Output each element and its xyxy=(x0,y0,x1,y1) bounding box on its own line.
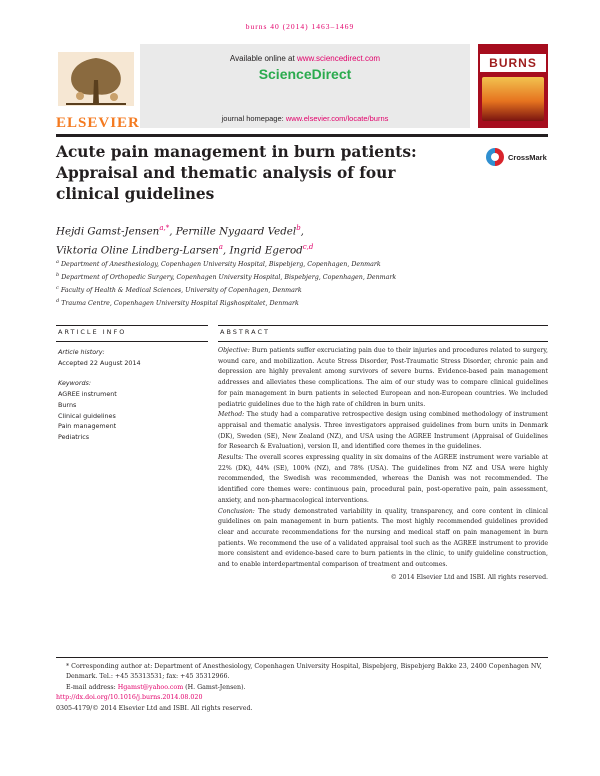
footnotes xyxy=(56,662,548,714)
accepted-date: Accepted 22 August 2014 xyxy=(58,358,141,367)
info-rule-top xyxy=(56,325,208,326)
author-name: Pernille Nygaard Vedel xyxy=(175,225,297,238)
info-rule-bottom xyxy=(56,341,208,342)
publisher-name: ELSEVIER xyxy=(56,115,140,131)
author-affil-marker: a,* xyxy=(159,224,170,232)
keyword: Pediatrics xyxy=(58,432,90,441)
sciencedirect-logo: ScienceDirect xyxy=(258,66,352,82)
email-note xyxy=(56,683,548,693)
affiliation-text: Faculty of Health & Medical Sciences, University of Copenhagen, Denmark xyxy=(60,287,302,295)
abstract-label: Conclusion: xyxy=(218,507,255,515)
author-separator: , xyxy=(300,225,304,238)
abstract-heading: ABSTRACT xyxy=(220,328,270,336)
author-name: Viktoria Oline Lindberg-Larsen xyxy=(56,244,219,257)
affiliation xyxy=(56,270,546,283)
corresponding-author-note: * Corresponding author at: Department of Anesthesiology, Copenhagen University Hospital, Bispebjerg, Bispebjerg Bakke 23, 2400 Copenhagen NV, Denmark. Tel.: +45 35313531; fax: +45 35312966. xyxy=(66,663,542,681)
keywords-label: Keywords: xyxy=(58,379,91,388)
affiliation-text: Department of Anesthesiology, Copenhagen University Hospital, Bispebjerg, Copenhagen, Denmark xyxy=(61,261,381,269)
cover-image xyxy=(482,77,544,121)
homepage-prefix: journal homepage: xyxy=(221,114,286,123)
crossmark-label: CrossMark xyxy=(508,152,547,162)
abstract-rule-top xyxy=(218,325,548,326)
elsevier-tree-icon xyxy=(56,50,136,108)
author-line-2 xyxy=(56,239,486,258)
author-affil-marker: c,d xyxy=(302,243,314,252)
abstract-label: Results: xyxy=(218,454,244,462)
abstract-method xyxy=(218,410,548,453)
journal-homepage xyxy=(140,114,470,123)
doi-link[interactable]: http://dx.doi.org/10.1016/j.burns.2014.08.020 xyxy=(56,694,203,702)
author-affil-marker: b xyxy=(296,224,301,232)
abstract-rule-bottom xyxy=(218,341,548,342)
crossmark-badge[interactable] xyxy=(486,147,550,167)
abstract-text: The study demonstrated variability in quality, transparency, and core content in clinical guidelines on pain management in burn patients. The most highly recommended guidelines provided clear and accurate recommendations for the nursing and medical staff on pain management in burn patients. We recommend the use of a validated appraisal tool such as the AGREE instrument to provide more consistent and evidence-based care to burn patients in the clinic, to unify guideline construction, and to enable interdepartmental comparison of treatment and outcomes. xyxy=(218,507,548,569)
issn-line: 0305-4179/© 2014 Elsevier Ltd and ISBI. All rights reserved. xyxy=(56,704,253,712)
article-info-heading: ARTICLE INFO xyxy=(58,328,127,336)
affiliation-text: Trauma Centre, Copenhagen University Hospital Rigshospitalet, Denmark xyxy=(61,300,299,308)
keyword: AGREE instrument xyxy=(58,390,117,399)
keyword: Clinical guidelines xyxy=(58,411,116,420)
abstract-objective xyxy=(218,346,548,410)
author-name: Ingrid Egerod xyxy=(229,244,303,257)
copyright-notice: © 2014 Elsevier Ltd and ISBI. All rights reserved. xyxy=(390,573,548,581)
abstract-label: Objective: xyxy=(218,347,250,354)
author-separator: , xyxy=(169,225,176,238)
abstract-body xyxy=(218,346,548,583)
keyword: Burns xyxy=(58,400,77,409)
affiliation xyxy=(56,257,546,270)
author-affil-marker: a xyxy=(218,243,223,252)
author-line-1 xyxy=(56,220,486,239)
affiliation-marker: a xyxy=(56,259,59,265)
keyword: Pain management xyxy=(58,422,117,431)
abstract-text: The overall scores expressing quality in six domains of the AGREE instrument were variable at 22% (DK), 44% (SE), 100% (NZ), and 78% (USA). The guidelines from NZ and USA were highly recommended, the Swedish was recommended, whereas the Danish was not recommended. The identified core themes were: continuous pain, procedural pain, post-operative pain, pain assessment, anxiety, and non-pharmacological interventions. xyxy=(218,454,549,504)
abstract-results xyxy=(218,453,548,507)
affiliations xyxy=(56,257,546,309)
footnote-divider xyxy=(56,657,548,658)
elsevier-logo xyxy=(56,50,140,131)
sciencedirect-link[interactable]: www.sciencedirect.com xyxy=(296,54,381,63)
affiliation xyxy=(56,283,546,296)
affiliation xyxy=(56,296,546,309)
article-info xyxy=(58,347,208,443)
history-label: Article history: xyxy=(58,348,105,356)
author-separator: , xyxy=(222,244,230,257)
abstract-text: The study had a comparative retrospective design using combined methodology of instrument appraisal and thematic analysis. Three investigators appraised guidelines from burn units in Denmark (DK), Sweden (SE), New Zealand (NZ), and USA using the AGREE Instrument (Appraisal of Guidelines for Research & Evaluation), version II, and identified core themes in the guidelines. xyxy=(218,411,549,451)
abstract-conclusion xyxy=(218,507,548,571)
crossmark-icon xyxy=(486,148,504,166)
email-link[interactable]: Hgamst@yahoo.com xyxy=(117,683,184,691)
journal-cover xyxy=(478,44,548,128)
cover-title: BURNS xyxy=(480,54,546,72)
article-title: Acute pain management in burn patients: Appraisal and thematic analysis of four clinical guidelines xyxy=(56,143,417,203)
available-online xyxy=(140,54,470,63)
journal-homepage-link[interactable]: www.elsevier.com/locate/burns xyxy=(285,114,389,123)
author-list xyxy=(56,220,486,259)
abstract-text: Burn patients suffer excruciating pain due to their injuries and procedures related to surgery, wound care, and mobilization. Acute Stress Disorder, Post-Traumatic Stress Disorder, chronic pain and depression are highly prevalent among survivors of severe burns. Evidence-based pain management addresses and alleviates these complications. The aim of our study was to compare clinical guidelines for pain management in burn patients in selected European and non-European countries. We included pediatric guidelines due to the high rate of children in burn units. xyxy=(218,347,549,408)
affiliation-marker: b xyxy=(56,272,60,279)
header-divider xyxy=(56,134,548,137)
author-name: Hejdi Gamst-Jensen xyxy=(56,225,160,238)
journal-reference: burns 40 (2014) 1463–1469 xyxy=(245,22,355,31)
affiliation-text: Department of Orthopedic Surgery, Copenhagen University Hospital, Bispebjerg, Copenhagen, Denmark xyxy=(61,274,397,282)
affiliation-marker: c xyxy=(56,285,59,292)
available-prefix: Available online at xyxy=(229,54,297,63)
email-prefix: E-mail address: xyxy=(66,683,118,691)
email-suffix: (H. Gamst-Jensen). xyxy=(183,683,246,691)
affiliation-marker: d xyxy=(56,298,60,305)
abstract-label: Method: xyxy=(218,411,245,419)
